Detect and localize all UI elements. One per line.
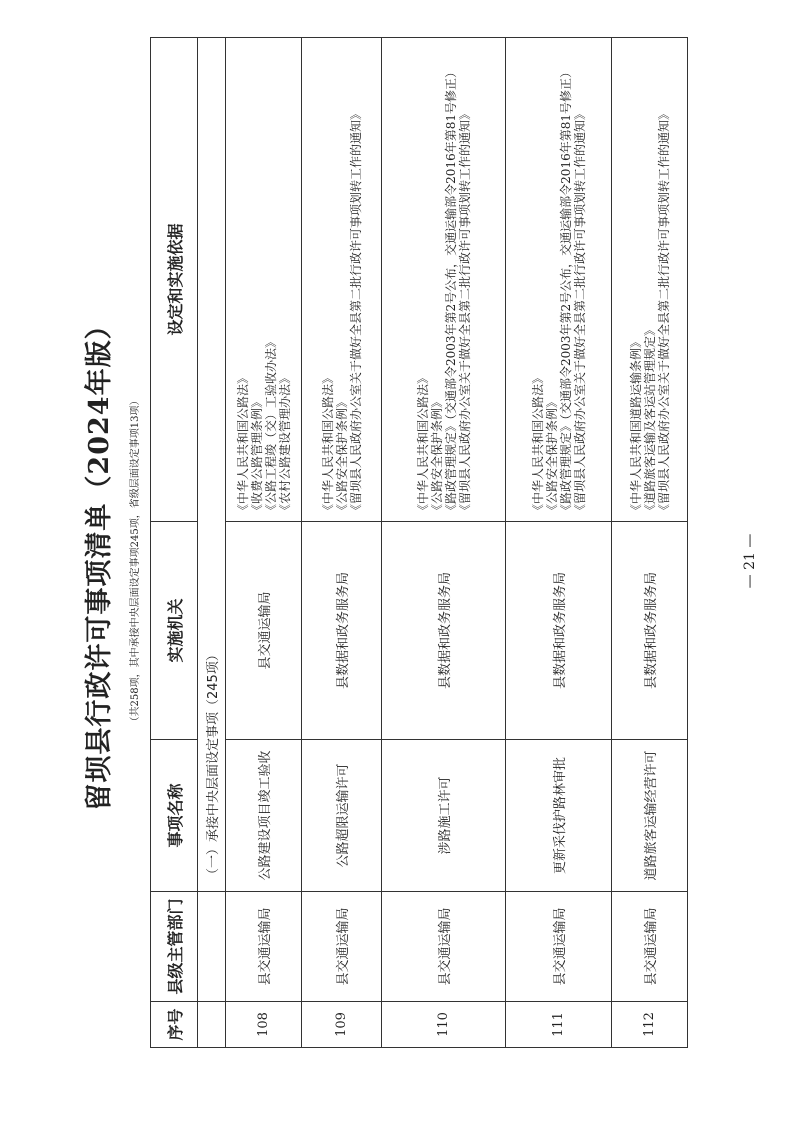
document-subtitle: （共258项，其中承接中央层面设定事项245项，省级层面设定事项13项）	[130, 395, 141, 727]
row-dept: 县交通运输局	[226, 892, 302, 1002]
row-seq: 110	[382, 1002, 506, 1048]
basis-line: 《路政管理规定》（交通部令2003年第2号公布，交通运输部令2016年第81号修正）	[558, 66, 573, 516]
basis-line: 《留坝县人民政府办公室关于做好全县第二批行政许可事项划转工作的通知》	[656, 107, 671, 516]
row-name: 涉路施工许可	[382, 740, 506, 892]
header-row	[151, 38, 198, 1048]
row-dept: 县交通运输局	[302, 892, 382, 1002]
table-row	[302, 38, 382, 1048]
basis-line: 《公路安全保护条例》	[334, 395, 349, 516]
row-dept: 县交通运输局	[612, 892, 688, 1002]
row-dept: 县交通运输局	[506, 892, 612, 1002]
basis-line: 《公路安全保护条例》	[429, 395, 444, 516]
row-name: 更新采伐护路林审批	[506, 740, 612, 892]
header-name: 事项名称	[151, 740, 198, 892]
basis-line: 《道路旅客运输及客运站管理规定》	[642, 323, 657, 516]
basis-line: 《中华人民共和国公路法》	[530, 371, 545, 516]
row-basis	[506, 38, 612, 522]
table-row	[506, 38, 612, 1048]
basis-line: 《留坝县人民政府办公室关于做好全县第二批行政许可事项划转工作的通知》	[348, 107, 363, 516]
row-name: 公路超限运输许可	[302, 740, 382, 892]
row-seq: 108	[226, 1002, 302, 1048]
row-seq: 111	[506, 1002, 612, 1048]
header-dept: 县级主管部门	[151, 892, 198, 1002]
basis-line: 《中华人民共和国公路法》	[415, 371, 430, 516]
basis-line: 《农村公路建设管理办法》	[277, 371, 292, 516]
page-number: — 21 —	[742, 533, 758, 589]
header-agency: 实施机关	[151, 522, 198, 740]
row-name: 道路旅客运输经营许可	[612, 740, 688, 892]
row-agency: 县数据和政务服务局	[506, 522, 612, 740]
basis-line: 《中华人民共和国道路运输条例》	[628, 335, 643, 516]
table-row	[226, 38, 302, 1048]
document-title: 留坝县行政许可事项清单（2024年版）	[84, 311, 115, 811]
permit-table	[150, 37, 688, 1048]
basis-line: 《中华人民共和国公路法》	[320, 371, 335, 516]
row-agency: 县数据和政务服务局	[302, 522, 382, 740]
section-row	[198, 38, 226, 1048]
row-seq: 112	[612, 1002, 688, 1048]
basis-line: 《留坝县人民政府办公室关于做好全县第二批行政许可事项划转工作的通知》	[457, 107, 472, 516]
row-agency: 县交通运输局	[226, 522, 302, 740]
table-row	[612, 38, 688, 1048]
row-agency: 县数据和政务服务局	[382, 522, 506, 740]
header-seq: 序号	[151, 1002, 198, 1048]
basis-line: 《路政管理规定》（交通部令2003年第2号公布，交通运输部令2016年第81号修正）	[443, 66, 458, 516]
row-basis	[302, 38, 382, 522]
basis-line: 《公路工程竣（交）工验收办法》	[263, 335, 278, 516]
row-agency: 县数据和政务服务局	[612, 522, 688, 740]
basis-line: 《公路安全保护条例》	[544, 395, 559, 516]
basis-line: 《中华人民共和国公路法》	[235, 371, 250, 516]
row-name: 公路建设项目竣工验收	[226, 740, 302, 892]
table-row	[382, 38, 506, 1048]
header-basis: 设定和实施依据	[151, 38, 198, 522]
section-label: （一）承接中央层面设定事项（245项）	[198, 38, 226, 892]
row-basis	[612, 38, 688, 522]
row-basis	[226, 38, 302, 522]
row-seq: 109	[302, 1002, 382, 1048]
basis-line: 《收费公路管理条例》	[249, 395, 264, 516]
row-basis	[382, 38, 506, 522]
basis-line: 《留坝县人民政府办公室关于做好全县第二批行政许可事项划转工作的通知》	[572, 107, 587, 516]
row-dept: 县交通运输局	[382, 892, 506, 1002]
